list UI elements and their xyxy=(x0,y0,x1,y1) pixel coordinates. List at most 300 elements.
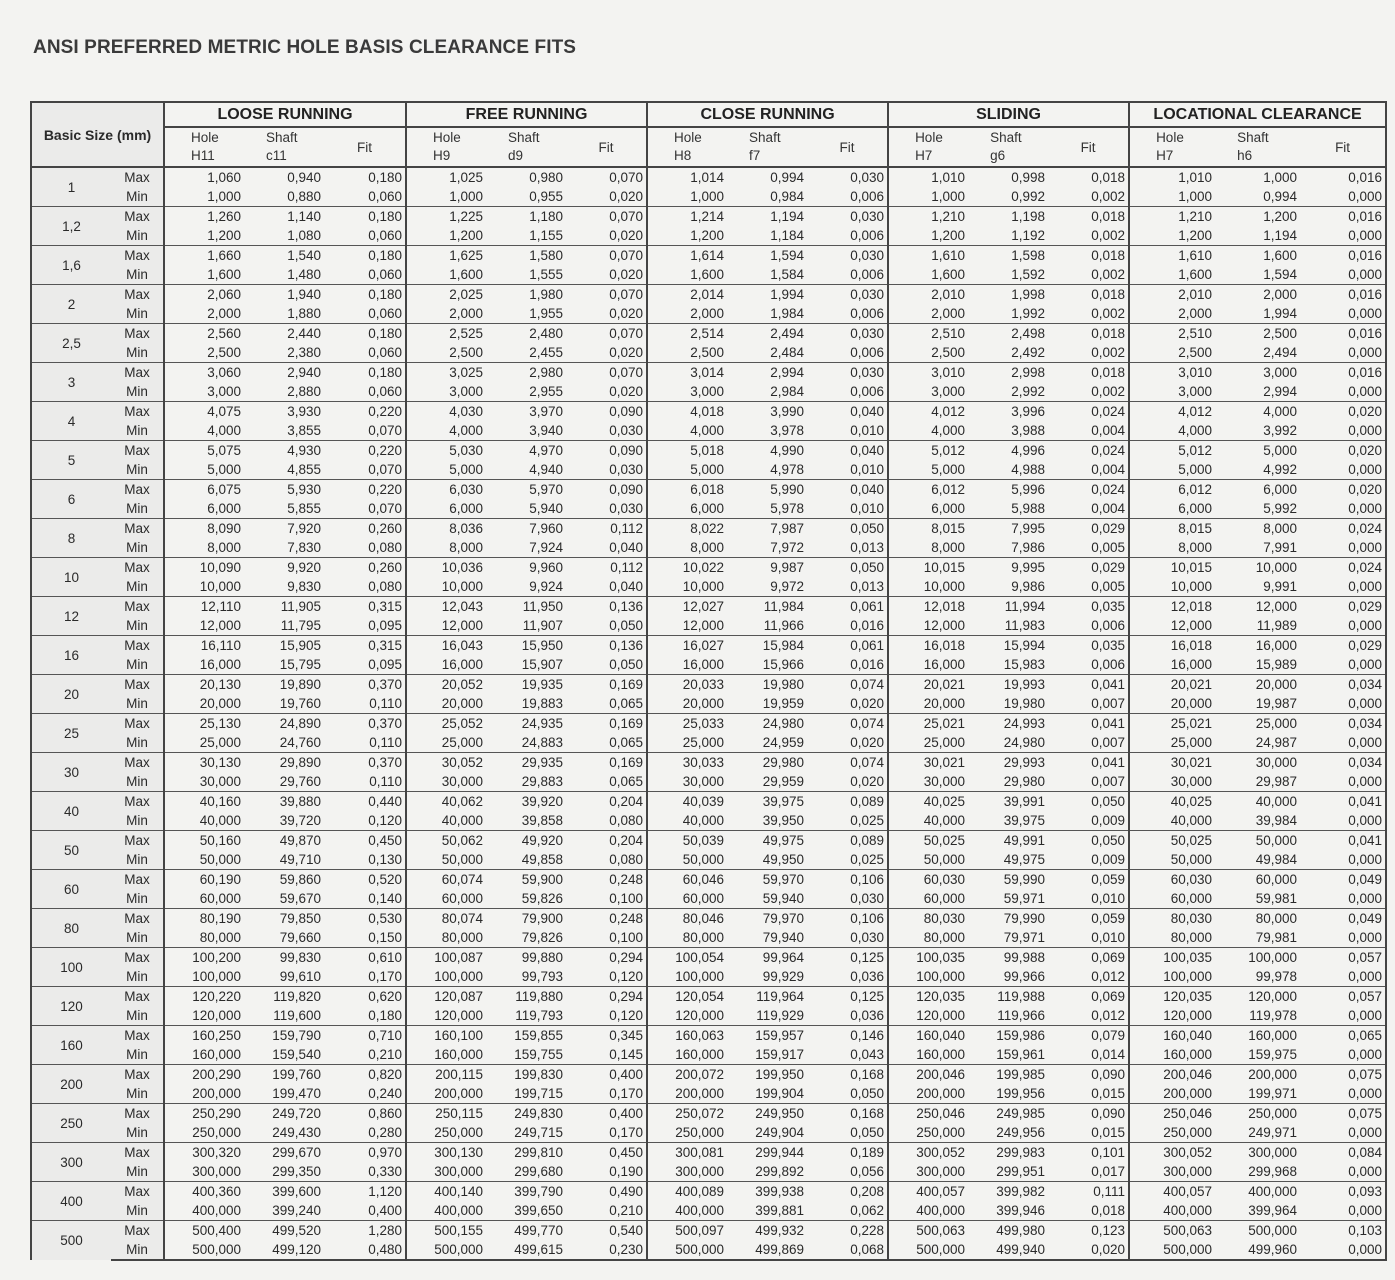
hole-value: 16,000 xyxy=(647,655,727,675)
hole-value: 4,075 xyxy=(164,402,244,422)
hole-value: 4,000 xyxy=(164,421,244,441)
fit-value: 0,610 xyxy=(324,948,406,968)
fit-value: 0,480 xyxy=(324,1240,406,1260)
hole-value: 250,046 xyxy=(1129,1104,1215,1124)
max-label: Max xyxy=(111,948,164,968)
size-group xyxy=(31,480,1386,519)
shaft-value: 3,940 xyxy=(529,423,564,438)
hole-value: 2,500 xyxy=(647,343,727,363)
shaft-value: 5,992 xyxy=(1263,501,1298,516)
max-label: Max xyxy=(111,831,164,851)
hole-value: 250,072 xyxy=(647,1104,727,1124)
shaft-value: 4,996 xyxy=(968,441,1048,461)
hole-value: 1,200 xyxy=(1129,226,1215,246)
shaft-value: 399,240 xyxy=(272,1203,321,1218)
fit-value: 0,060 xyxy=(324,382,406,402)
fit-value: 0,315 xyxy=(324,636,406,656)
hole-value: 250,000 xyxy=(406,1123,486,1143)
hole-value: 1,600 xyxy=(164,265,244,285)
fit-value: 0,345 xyxy=(566,1026,647,1046)
shaft-value: 11,905 xyxy=(244,597,324,617)
max-label: Max xyxy=(111,636,164,656)
hole-value: 200,000 xyxy=(164,1084,244,1104)
shaft-value: 39,920 xyxy=(486,792,566,812)
hole-value: 10,090 xyxy=(164,558,244,578)
shaft-value: 29,883 xyxy=(521,774,564,789)
hole-value: 50,000 xyxy=(1129,850,1215,870)
fit-value: 0,030 xyxy=(807,928,888,948)
basic-size-cell: 10 xyxy=(31,558,111,597)
shaft-value: 59,990 xyxy=(968,870,1048,890)
fit-value: 0,049 xyxy=(1300,870,1386,890)
fit-value: 0,016 xyxy=(807,616,888,636)
table-header xyxy=(31,102,1386,167)
basic-size-cell: 3 xyxy=(31,363,111,402)
hole-value: 16,018 xyxy=(888,636,968,656)
shaft-value: 29,993 xyxy=(968,753,1048,773)
fit-value: 0,005 xyxy=(1048,538,1129,558)
table-row xyxy=(31,967,1386,987)
fit-value: 0,041 xyxy=(1300,792,1386,812)
fit-value: 0,002 xyxy=(1048,187,1129,207)
shaft-value: 29,935 xyxy=(486,753,566,773)
fit-value: 0,180 xyxy=(324,167,406,187)
shaft-value: 30,000 xyxy=(1215,753,1300,773)
hole-value: 3,010 xyxy=(888,363,968,383)
size-group xyxy=(31,870,1386,909)
hole-value: 60,046 xyxy=(647,870,727,890)
fit-value: 0,010 xyxy=(1048,889,1129,909)
shaft-value: 1,480 xyxy=(287,267,321,282)
shaft-value: 119,880 xyxy=(486,987,566,1007)
shaft-value: 1,600 xyxy=(1215,246,1300,266)
fit-value: 0,228 xyxy=(807,1221,888,1241)
fit-value: 0,029 xyxy=(1300,597,1386,617)
shaft-value: 50,000 xyxy=(1215,831,1300,851)
fit-value: 0,210 xyxy=(566,1201,647,1221)
fit-value: 0,030 xyxy=(807,167,888,187)
shaft-value: 159,957 xyxy=(727,1026,807,1046)
table-row xyxy=(31,616,1386,636)
size-group xyxy=(31,285,1386,324)
shaft-value: 0,998 xyxy=(968,167,1048,187)
shaft-value: 79,981 xyxy=(1255,930,1298,945)
min-label: Min xyxy=(111,421,164,441)
table-row xyxy=(31,1221,1386,1241)
hole-value: 500,000 xyxy=(888,1240,968,1260)
shaft-value: 2,994 xyxy=(1263,384,1298,399)
shaft-value: 99,988 xyxy=(968,948,1048,968)
hole-value: 500,000 xyxy=(406,1240,486,1260)
shaft-value: 29,959 xyxy=(762,774,805,789)
hole-value: 80,000 xyxy=(647,928,727,948)
table-row xyxy=(31,655,1386,675)
fit-value: 0,018 xyxy=(1048,246,1129,266)
shaft-value: 24,883 xyxy=(521,735,564,750)
hole-value: 40,160 xyxy=(164,792,244,812)
shaft-value: 199,904 xyxy=(755,1086,805,1101)
hole-value: 8,015 xyxy=(888,519,968,539)
hole-value: 6,000 xyxy=(888,499,968,519)
hole-value: 2,500 xyxy=(406,343,486,363)
min-label: Min xyxy=(111,772,164,792)
hole-value: 12,110 xyxy=(164,597,244,617)
shaft-value: 24,890 xyxy=(244,714,324,734)
shaft-value: 15,950 xyxy=(486,636,566,656)
fit-value: 0,123 xyxy=(1048,1221,1129,1241)
min-label: Min xyxy=(111,460,164,480)
shaft-value: 99,793 xyxy=(521,969,564,984)
fit-value: 0,041 xyxy=(1048,675,1129,695)
shaft-header-grade: h6 xyxy=(1237,148,1253,163)
hole-value: 1,000 xyxy=(1129,187,1215,207)
hole-value: 1,600 xyxy=(1129,265,1215,285)
table-row xyxy=(31,480,1386,500)
fit-header: Fit xyxy=(566,127,647,167)
shaft-value: 4,930 xyxy=(244,441,324,461)
hole-value: 40,039 xyxy=(647,792,727,812)
shaft-value: 200,000 xyxy=(1215,1065,1300,1085)
hole-value: 30,021 xyxy=(888,753,968,773)
shaft-value: 24,980 xyxy=(727,714,807,734)
fit-value: 0,030 xyxy=(566,460,647,480)
hole-value: 60,000 xyxy=(888,889,968,909)
fit-value: 0,169 xyxy=(566,753,647,773)
fit-group-name: SLIDING xyxy=(976,105,1041,123)
shaft-value: 499,960 xyxy=(1215,1240,1300,1260)
hole-value: 8,000 xyxy=(647,538,727,558)
hole-value: 1,014 xyxy=(647,167,727,187)
hole-value: 60,000 xyxy=(1129,889,1215,909)
hole-value: 100,000 xyxy=(888,967,968,987)
fit-value: 0,000 xyxy=(1300,187,1386,207)
fit-value: 0,000 xyxy=(1300,850,1386,870)
max-label: Max xyxy=(111,324,164,344)
shaft-value: 199,950 xyxy=(727,1065,807,1085)
fit-value: 0,012 xyxy=(1048,967,1129,987)
hole-value: 60,030 xyxy=(888,870,968,890)
table-row xyxy=(31,753,1386,773)
hole-value: 50,000 xyxy=(888,850,968,870)
fit-value: 0,000 xyxy=(1300,343,1386,363)
fit-value: 0,075 xyxy=(1300,1104,1386,1124)
shaft-value: 2,980 xyxy=(486,363,566,383)
hole-value: 80,190 xyxy=(164,909,244,929)
fit-value: 0,020 xyxy=(566,187,647,207)
shaft-value: 7,830 xyxy=(287,540,321,555)
shaft-value: 5,978 xyxy=(770,501,805,516)
fit-value: 0,490 xyxy=(566,1182,647,1202)
max-label: Max xyxy=(111,480,164,500)
fit-value: 0,060 xyxy=(324,265,406,285)
hole-value: 20,052 xyxy=(406,675,486,695)
min-label: Min xyxy=(111,577,164,597)
hole-value: 12,000 xyxy=(164,616,244,636)
fit-value: 0,370 xyxy=(324,753,406,773)
size-group xyxy=(31,831,1386,870)
shaft-value: 3,930 xyxy=(244,402,324,422)
fit-value: 0,020 xyxy=(566,226,647,246)
shaft-value: 79,826 xyxy=(521,930,564,945)
shaft-value: 4,978 xyxy=(770,462,805,477)
table-row xyxy=(31,363,1386,383)
shaft-value: 5,940 xyxy=(529,501,564,516)
hole-value: 5,018 xyxy=(647,441,727,461)
fit-value: 0,030 xyxy=(807,889,888,909)
fit-value: 0,006 xyxy=(807,304,888,324)
fit-value: 0,016 xyxy=(1300,207,1386,227)
shaft-value: 1,994 xyxy=(1263,306,1298,321)
basic-size-cell: 12 xyxy=(31,597,111,636)
hole-value: 2,500 xyxy=(1129,343,1215,363)
basic-size-cell: 100 xyxy=(31,948,111,987)
shaft-value: 499,940 xyxy=(968,1240,1048,1260)
shaft-value: 100,000 xyxy=(1215,948,1300,968)
shaft-value: 19,987 xyxy=(1255,696,1298,711)
min-label: Min xyxy=(111,694,164,714)
shaft-value: 11,795 xyxy=(280,618,321,633)
fit-value: 0,065 xyxy=(566,694,647,714)
fit-value: 0,860 xyxy=(324,1104,406,1124)
min-label: Min xyxy=(111,1123,164,1143)
fit-value: 0,007 xyxy=(1048,733,1129,753)
fit-value: 0,400 xyxy=(566,1065,647,1085)
hole-value: 16,000 xyxy=(888,655,968,675)
fit-value: 0,204 xyxy=(566,831,647,851)
fit-value: 0,120 xyxy=(566,1006,647,1026)
hole-value: 1,600 xyxy=(888,265,968,285)
shaft-value: 2,484 xyxy=(770,345,805,360)
shaft-value: 0,955 xyxy=(529,189,564,204)
fit-value: 0,000 xyxy=(1300,655,1386,675)
shaft-value: 1,200 xyxy=(1215,207,1300,227)
table-row xyxy=(31,948,1386,968)
hole-value: 100,200 xyxy=(164,948,244,968)
hole-value: 60,190 xyxy=(164,870,244,890)
hole-header-grade: H11 xyxy=(191,148,215,163)
hole-value: 8,015 xyxy=(1129,519,1215,539)
shaft-value: 49,991 xyxy=(968,831,1048,851)
shaft-value: 4,988 xyxy=(1011,462,1046,477)
hole-value: 50,000 xyxy=(647,850,727,870)
hole-value: 250,000 xyxy=(888,1123,968,1143)
fit-value: 0,280 xyxy=(324,1123,406,1143)
fit-group-name: FREE RUNNING xyxy=(465,105,588,123)
fit-value: 0,101 xyxy=(1048,1143,1129,1163)
max-label: Max xyxy=(111,987,164,1007)
hole-value: 300,081 xyxy=(647,1143,727,1163)
shaft-value: 79,850 xyxy=(244,909,324,929)
hole-value: 16,000 xyxy=(164,655,244,675)
min-label: Min xyxy=(111,655,164,675)
fit-value: 0,000 xyxy=(1300,616,1386,636)
fit-value: 0,208 xyxy=(807,1182,888,1202)
fit-value: 0,010 xyxy=(1048,928,1129,948)
fit-value: 0,018 xyxy=(1048,167,1129,187)
hole-value: 200,046 xyxy=(1129,1065,1215,1085)
fit-value: 0,125 xyxy=(807,987,888,1007)
shaft-value: 3,970 xyxy=(486,402,566,422)
shaft-value: 1,194 xyxy=(727,207,807,227)
fit-value: 0,080 xyxy=(566,811,647,831)
hole-value: 3,000 xyxy=(1129,382,1215,402)
table-row xyxy=(31,987,1386,1007)
shaft-header-grade: d9 xyxy=(508,148,524,163)
fit-value: 0,025 xyxy=(807,850,888,870)
fit-value: 0,000 xyxy=(1300,538,1386,558)
shaft-value: 59,970 xyxy=(727,870,807,890)
hole-value: 16,027 xyxy=(647,636,727,656)
fit-value: 0,014 xyxy=(1048,1045,1129,1065)
basic-size-cell: 250 xyxy=(31,1104,111,1143)
shaft-value: 9,987 xyxy=(727,558,807,578)
shaft-value: 3,990 xyxy=(727,402,807,422)
fit-value: 0,260 xyxy=(324,519,406,539)
shaft-value: 1,000 xyxy=(1215,167,1300,187)
fit-value: 0,070 xyxy=(566,167,647,187)
shaft-value: 19,980 xyxy=(727,675,807,695)
fit-value: 0,248 xyxy=(566,909,647,929)
fit-value: 0,170 xyxy=(566,1084,647,1104)
shaft-value: 39,991 xyxy=(968,792,1048,812)
fit-value: 0,970 xyxy=(324,1143,406,1163)
shaft-value: 39,880 xyxy=(244,792,324,812)
hole-value: 30,130 xyxy=(164,753,244,773)
size-group xyxy=(31,363,1386,402)
fit-value: 0,220 xyxy=(324,441,406,461)
fit-value: 0,000 xyxy=(1300,694,1386,714)
fit-value: 0,180 xyxy=(324,246,406,266)
hole-value: 25,000 xyxy=(406,733,486,753)
hole-value: 1,200 xyxy=(888,226,968,246)
shaft-value: 299,983 xyxy=(968,1143,1048,1163)
hole-value: 30,033 xyxy=(647,753,727,773)
hole-value: 400,000 xyxy=(1129,1201,1215,1221)
hole-value: 12,018 xyxy=(1129,597,1215,617)
min-label: Min xyxy=(111,187,164,207)
hole-value: 8,000 xyxy=(164,538,244,558)
hole-value: 120,035 xyxy=(888,987,968,1007)
fit-value: 0,020 xyxy=(566,265,647,285)
hole-value: 80,046 xyxy=(647,909,727,929)
shaft-value: 159,790 xyxy=(244,1026,324,1046)
shaft-value: 0,994 xyxy=(727,167,807,187)
hole-value: 25,000 xyxy=(1129,733,1215,753)
table-row xyxy=(31,772,1386,792)
shaft-value: 499,520 xyxy=(244,1221,324,1241)
shaft-value: 11,994 xyxy=(968,597,1048,617)
table-row xyxy=(31,382,1386,402)
fit-value: 0,000 xyxy=(1300,304,1386,324)
basic-size-cell: 2 xyxy=(31,285,111,324)
shaft-header xyxy=(486,127,566,167)
table-row xyxy=(31,246,1386,266)
fit-value: 0,089 xyxy=(807,831,888,851)
hole-value: 80,030 xyxy=(1129,909,1215,929)
shaft-value: 2,998 xyxy=(968,363,1048,383)
shaft-value: 1,592 xyxy=(1011,267,1046,282)
hole-value: 160,000 xyxy=(647,1045,727,1065)
shaft-value: 29,980 xyxy=(1003,774,1046,789)
hole-value: 60,074 xyxy=(406,870,486,890)
size-group xyxy=(31,1143,1386,1182)
fit-value: 0,041 xyxy=(1048,753,1129,773)
fit-value: 0,620 xyxy=(324,987,406,1007)
shaft-value: 1,192 xyxy=(1011,228,1046,243)
hole-value: 1,625 xyxy=(406,246,486,266)
size-group xyxy=(31,597,1386,636)
hole-value: 400,140 xyxy=(406,1182,486,1202)
shaft-value: 11,950 xyxy=(486,597,566,617)
shaft-value: 0,980 xyxy=(486,167,566,187)
shaft-value: 159,975 xyxy=(1248,1047,1298,1062)
hole-value: 40,000 xyxy=(164,811,244,831)
size-group xyxy=(31,1182,1386,1221)
fit-value: 0,000 xyxy=(1300,226,1386,246)
hole-value: 160,000 xyxy=(406,1045,486,1065)
basic-size-cell: 50 xyxy=(31,831,111,870)
fit-value: 0,024 xyxy=(1300,558,1386,578)
fit-value: 0,013 xyxy=(807,577,888,597)
hole-value: 16,043 xyxy=(406,636,486,656)
shaft-value: 1,994 xyxy=(727,285,807,305)
shaft-header xyxy=(727,127,807,167)
fit-value: 0,020 xyxy=(1300,480,1386,500)
fit-value: 0,050 xyxy=(807,1123,888,1143)
shaft-value: 499,869 xyxy=(727,1240,807,1260)
table-row xyxy=(31,1123,1386,1143)
hole-value: 300,130 xyxy=(406,1143,486,1163)
hole-value: 5,000 xyxy=(164,460,244,480)
shaft-value: 299,968 xyxy=(1248,1164,1298,1179)
max-label: Max xyxy=(111,558,164,578)
hole-value: 2,000 xyxy=(164,304,244,324)
table-row xyxy=(31,850,1386,870)
hole-value: 250,046 xyxy=(888,1104,968,1124)
fit-value: 0,110 xyxy=(324,733,406,753)
table-row xyxy=(31,1065,1386,1085)
fit-value: 0,002 xyxy=(1048,265,1129,285)
hole-value: 30,021 xyxy=(1129,753,1215,773)
fit-value: 0,009 xyxy=(1048,850,1129,870)
shaft-value: 249,715 xyxy=(514,1125,564,1140)
table-row xyxy=(31,441,1386,461)
fit-value: 0,030 xyxy=(807,363,888,383)
table-row xyxy=(31,1143,1386,1163)
shaft-value: 119,988 xyxy=(968,987,1048,1007)
hole-value: 500,000 xyxy=(1129,1240,1215,1260)
shaft-value: 1,980 xyxy=(486,285,566,305)
shaft-value: 1,180 xyxy=(486,207,566,227)
fit-value: 0,000 xyxy=(1300,1084,1386,1104)
fit-value: 0,450 xyxy=(324,831,406,851)
fit-value: 0,000 xyxy=(1300,499,1386,519)
shaft-value: 15,907 xyxy=(521,657,564,672)
max-label: Max xyxy=(111,714,164,734)
hole-header-label: Hole xyxy=(433,130,461,145)
hole-value: 4,000 xyxy=(647,421,727,441)
shaft-value: 0,984 xyxy=(770,189,805,204)
fit-value: 0,093 xyxy=(1300,1182,1386,1202)
hole-value: 160,040 xyxy=(888,1026,968,1046)
shaft-value: 1,080 xyxy=(287,228,321,243)
shaft-value: 159,855 xyxy=(486,1026,566,1046)
fit-value: 0,095 xyxy=(324,616,406,636)
fit-group-name: CLOSE RUNNING xyxy=(700,105,835,123)
hole-value: 100,000 xyxy=(406,967,486,987)
table-row xyxy=(31,1084,1386,1104)
basic-size-cell: 120 xyxy=(31,987,111,1026)
